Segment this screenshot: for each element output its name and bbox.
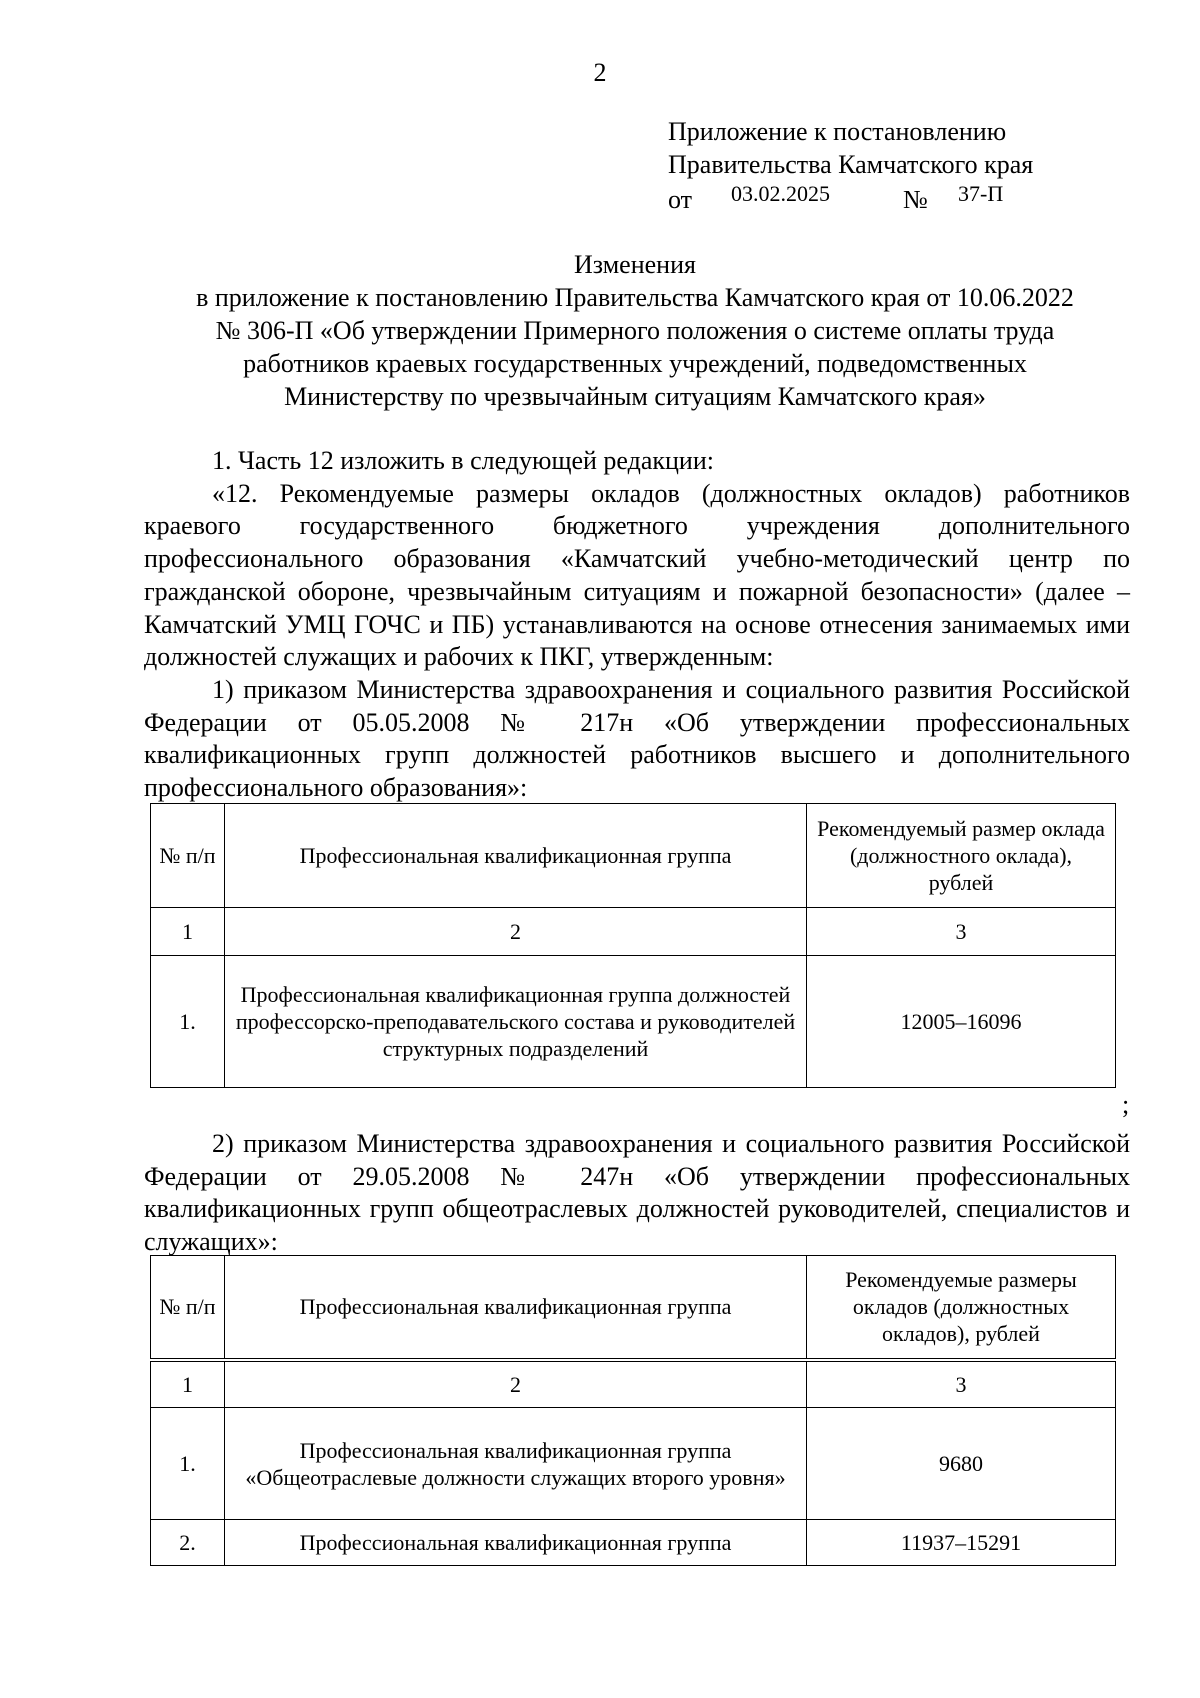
column-number-1: 1 xyxy=(151,1360,225,1408)
appendix-number: 37-П xyxy=(958,181,1004,206)
column-number-3: 3 xyxy=(807,1360,1116,1408)
body-section-1 xyxy=(144,445,1130,805)
appendix-header xyxy=(668,115,1033,214)
title-line-2: в приложение к постановлению Правительства Камчатского края от 10.06.2022 xyxy=(196,283,1074,312)
title-line-4: работников краевых государственных учреждений, подведомственных xyxy=(243,349,1027,378)
header-number: № п/п xyxy=(151,1256,225,1360)
paragraph-3: 1) приказом Министерства здравоохранения и социального развития Российской Федерации от 05.05.2008 № 217н «Об утверждении профессиональных квалификационных групп должностей работников высшего и дополнительного профессионального образования»: xyxy=(144,674,1130,803)
column-number-2: 2 xyxy=(225,908,807,956)
from-label: от xyxy=(668,185,693,214)
column-number-2: 2 xyxy=(225,1360,807,1408)
page-number: 2 xyxy=(593,58,607,87)
header-group: Профессиональная квалификационная группа xyxy=(225,1256,807,1360)
column-number-3: 3 xyxy=(807,908,1116,956)
title-line-5: Министерству по чрезвычайным ситуациям Камчатского края» xyxy=(284,382,986,411)
table-column-numbers xyxy=(151,908,1116,956)
row-group: Профессиональная квалификационная группа xyxy=(225,1520,807,1566)
header-group: Профессиональная квалификационная группа xyxy=(225,804,807,908)
salary-table-2 xyxy=(150,1255,1116,1566)
appendix-date-row xyxy=(668,181,1033,214)
table-header-row xyxy=(151,804,1116,908)
semicolon: ; xyxy=(1122,1090,1130,1119)
document-title xyxy=(140,248,1130,413)
title-line-1: Изменения xyxy=(574,250,696,279)
column-number-1: 1 xyxy=(151,908,225,956)
table-row xyxy=(151,956,1116,1088)
body-section-2 xyxy=(144,1128,1130,1259)
row-salary: 12005–16096 xyxy=(807,956,1116,1088)
appendix-line-2: Правительства Камчатского края xyxy=(668,150,1034,179)
title-line-3: № 306-П «Об утверждении Примерного положения о системе оплаты труда xyxy=(215,316,1055,345)
table-row xyxy=(151,1408,1116,1520)
paragraph-4: 2) приказом Министерства здравоохранения и социального развития Российской Федерации от 29.05.2008 № 247н «Об утверждении профессиональных квалификационных групп общеотраслевых должностей руководителей, специалистов и служащих»: xyxy=(144,1129,1130,1257)
row-number: 2. xyxy=(151,1520,225,1566)
header-salary: Рекомендуемые размеры окладов (должностных окладов), рублей xyxy=(807,1256,1116,1360)
header-salary: Рекомендуемый размер оклада (должностного оклада), рублей xyxy=(807,804,1116,908)
salary-table-1 xyxy=(150,803,1116,1088)
row-salary: 9680 xyxy=(807,1408,1116,1520)
table-row xyxy=(151,1520,1116,1566)
table-header-row xyxy=(151,1256,1116,1360)
row-salary: 11937–15291 xyxy=(807,1520,1116,1566)
paragraph-1: 1. Часть 12 изложить в следующей редакции: xyxy=(212,446,714,475)
row-group: Профессиональная квалификационная группа «Общеотраслевые должности служащих второго уровня» xyxy=(225,1408,807,1520)
appendix-line-1: Приложение к постановлению xyxy=(668,117,1007,146)
row-group: Профессиональная квалификационная группа должностей профессорско-преподавательского состава и руководителей структурных подразделений xyxy=(225,956,807,1088)
header-number: № п/п xyxy=(151,804,225,908)
table-column-numbers xyxy=(151,1360,1116,1408)
row-number: 1. xyxy=(151,1408,225,1520)
paragraph-2: «12. Рекомендуемые размеры окладов (должностных окладов) работников краевого государственного бюджетного учреждения дополнительного профессионального образования «Камчатский учебно-методический центр по гражданской обороне, чрезвычайным ситуациям и пожарной безопасности» (далее – Камчатский УМЦ ГОЧС и ПБ) устанавливаются на основе отнесения занимаемых ими должностей служащих и рабочих к ПКГ, утвержденным: xyxy=(144,478,1130,672)
row-number: 1. xyxy=(151,956,225,1088)
appendix-date: 03.02.2025 xyxy=(731,181,830,206)
number-sign: № xyxy=(903,185,928,214)
